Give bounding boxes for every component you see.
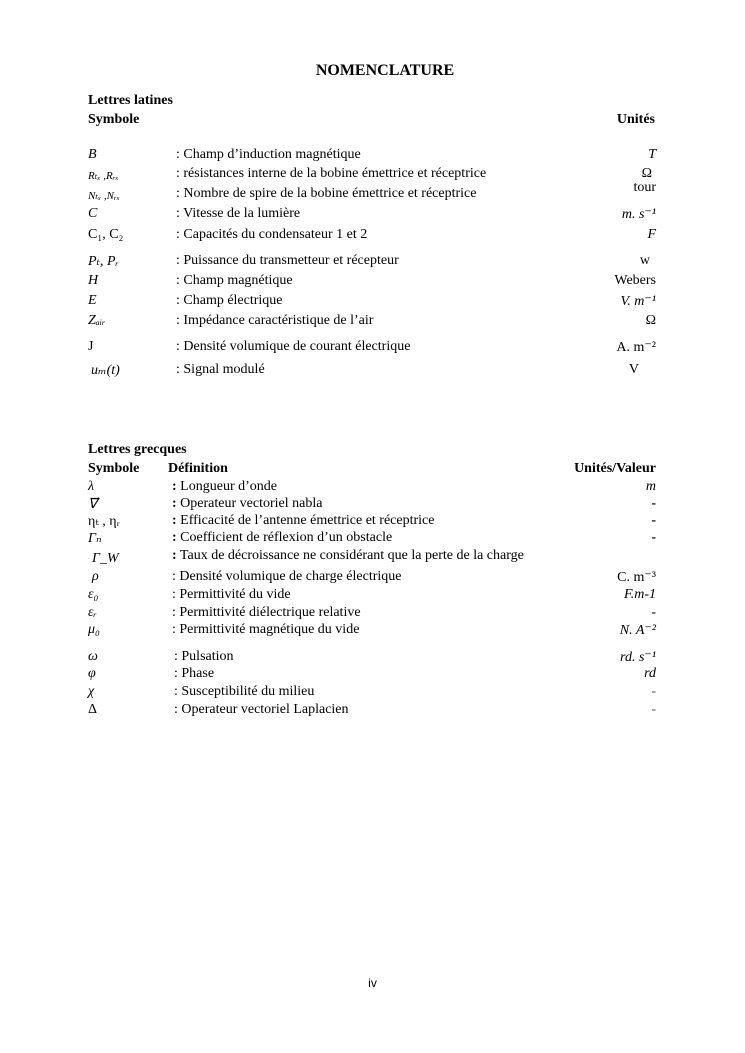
symbol: ∇⃗ [88,497,98,512]
unit: N. A⁻² [619,623,656,638]
unit: C. m⁻³ [617,570,656,585]
colon: : [172,530,177,545]
definition: Efficacité de l’antenne émettrice et réceptrice [176,513,435,528]
definition: : Pulsation [174,649,234,664]
greek-row [88,666,656,686]
symbol: C [88,206,98,221]
latin-row [88,147,656,167]
greek-section-heading: Lettres grecques [88,442,187,457]
symbol: uₘ(t) [91,363,120,378]
symbol: E⃗ [88,293,108,308]
symbol: ρ [92,569,99,584]
colon: : [172,496,177,511]
greek-row [88,684,656,704]
definition: : Impédance caractéristique de l’air [176,313,374,328]
unit: m. s⁻¹ [621,207,656,222]
symbol: ω [88,649,98,664]
unit: - [651,684,656,699]
symbol: J [88,339,94,354]
greek-definition-header: Définition [168,461,228,476]
symbol: B⃗ [88,147,108,162]
definition: : Vitesse de la lumière [176,206,301,221]
greek-row [88,569,656,589]
greek-units-header: Unités/Valeur [574,461,656,476]
unit: V. m⁻¹ [620,294,656,309]
unit: - [651,496,656,511]
definition: : Capacités du condensateur 1 et 2 [176,227,368,242]
unit: - [651,702,656,717]
unit: m [645,479,656,494]
latin-row [88,313,656,333]
definition: : Permittivité diélectrique relative [172,605,361,620]
unit: F.m-1 [623,587,656,602]
greek-row [88,702,656,722]
symbol: λ [88,479,95,494]
page-title: NOMENCLATURE [315,62,455,79]
definition: Coefficient de réflexion d’un obstacle [176,530,393,545]
symbol: Zₐᵢᵣ [88,313,106,328]
definition: : Signal modulé [176,362,265,377]
definition: : Phase [174,666,215,681]
definition: : Champ d’induction magnétique [176,147,361,162]
latin-row [88,362,656,382]
definition: : Densité volumique de courant électrique [176,339,411,354]
unit: F [647,227,656,242]
latin-row [88,227,656,247]
unit: T [648,147,656,162]
greek-row [88,622,656,642]
greek-row [88,530,656,550]
colon: : [172,548,177,563]
definition: : Susceptibilité du milieu [174,684,315,699]
symbol: Γ_W [92,551,119,566]
definition: : Nombre de spire de la bobine émettrice et réceptrice [176,186,477,201]
latin-row [88,339,656,359]
symbol: χ [88,684,95,699]
latin-row [88,293,656,313]
greek-symbol-header: Symbole [88,461,140,476]
unit: Webers [614,273,656,288]
latin-row [88,253,656,273]
latin-row [88,166,656,186]
definition: : résistances interne de la bobine émettrice et réceptrice [176,166,487,181]
symbol: Pₜ, Pᵣ [88,254,120,269]
definition: : Champ électrique [176,293,283,308]
symbol: φ [88,666,96,681]
latin-row [88,180,656,206]
symbol: Γₙ [88,531,102,546]
latin-section-heading: Lettres latines [88,93,173,108]
symbol: ε₀ [88,587,99,602]
page-number: iv [368,976,377,990]
definition: : Operateur vectoriel Laplacien [174,702,349,717]
symbol: μ₀ [88,622,100,637]
definition: : Permittivité du vide [172,587,291,602]
unit: - [651,513,656,528]
definition: Taux de décroissance ne considérant que la perte de la charge [176,548,524,563]
symbol: Δ [88,702,98,717]
unit: V [628,362,639,377]
latin-row [88,206,656,226]
definition: : Champ magnétique [176,273,293,288]
latin-units-header: Unités [616,112,655,127]
latin-symbol-header: Symbole [88,112,140,127]
greek-row [88,587,656,607]
unit: w [639,253,650,268]
unit: Ω [641,166,652,181]
symbol: C₁, C₂ [88,227,124,242]
symbol: ηₜ , ηᵣ [88,514,120,529]
unit: tour [633,180,656,195]
definition: : Puissance du transmetteur et récepteur [176,253,399,268]
definition: : Permittivité magnétique du vide [172,622,360,637]
symbol: H⃗ [88,273,109,288]
symbol: Nₜₓ ,Nᵣₓ [88,190,120,202]
symbol: Rₜₓ ,Rᵣₓ [88,170,119,182]
colon: : [172,479,177,494]
unit: rd. s⁻¹ [620,650,656,665]
unit: - [651,605,656,620]
unit: Ω [645,313,656,328]
definition: : Densité volumique de charge électrique [172,569,402,584]
unit: - [651,530,656,545]
colon: : [172,513,177,528]
unit: rd [644,666,656,681]
symbol: εᵣ [88,605,97,620]
unit: A. m⁻² [616,340,656,355]
definition: Longueur d’onde [176,479,277,494]
latin-row [88,273,656,293]
greek-row [88,548,656,568]
definition: Operateur vectoriel nabla [176,496,323,511]
